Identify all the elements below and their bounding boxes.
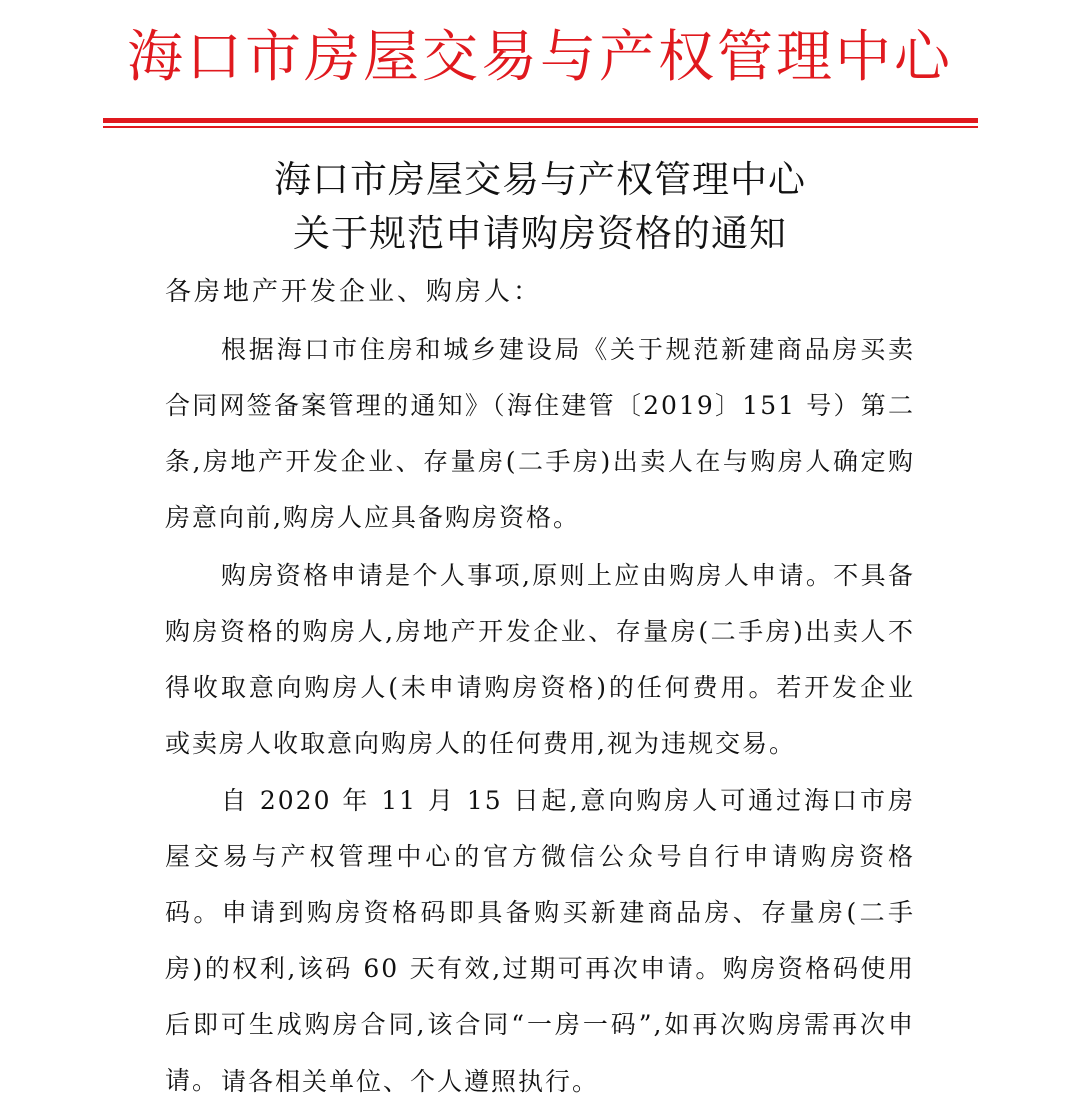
paragraph-application-rules: 购房资格申请是个人事项,原则上应由购房人申请。不具备购房资格的购房人,房地产开发企业、存量房(二手房)出卖人不得收取意向购房人(未申请购房资格)的任何费用。若开发企业或卖房人收取意向购房人的任何费用,视为违规交易。 xyxy=(165,561,915,758)
paragraph-legal-basis: 根据海口市住房和城乡建设局《关于规范新建商品房买卖合同网签备案管理的通知》（海住建管〔2019〕151 号）第二条,房地产开发企业、存量房(二手房)出卖人在与购房人确定购房意向前,购房人应具备购房资格。 xyxy=(165,335,915,532)
salutation: 各房地产开发企业、购房人： xyxy=(165,277,543,307)
red-divider-thin xyxy=(103,126,978,128)
paragraph-closing: 请各相关单位、个人遵照执行。 xyxy=(221,1067,600,1096)
notice-title-line-2: 关于规范申请购房资格的通知 xyxy=(293,212,787,255)
red-divider-thick xyxy=(103,118,978,123)
notice-title-line-1: 海口市房屋交易与产权管理中心 xyxy=(274,158,806,201)
paragraph-qualification-code: 自 2020 年 11 月 15 日起,意向购房人可通过海口市房屋交易与产权管理中心的官方微信公众号自行申请购房资格码。申请到购房资格码即具备购买新建商品房、存量房(二手房)的权利,该码 60 天有效,过期可再次申请。购房资格码使用后即可生成购房合同,该合同“一房一码”,如再次购房需再次申请。 xyxy=(165,786,915,1095)
organization-header: 海口市房屋交易与产权管理中心 xyxy=(127,25,953,90)
